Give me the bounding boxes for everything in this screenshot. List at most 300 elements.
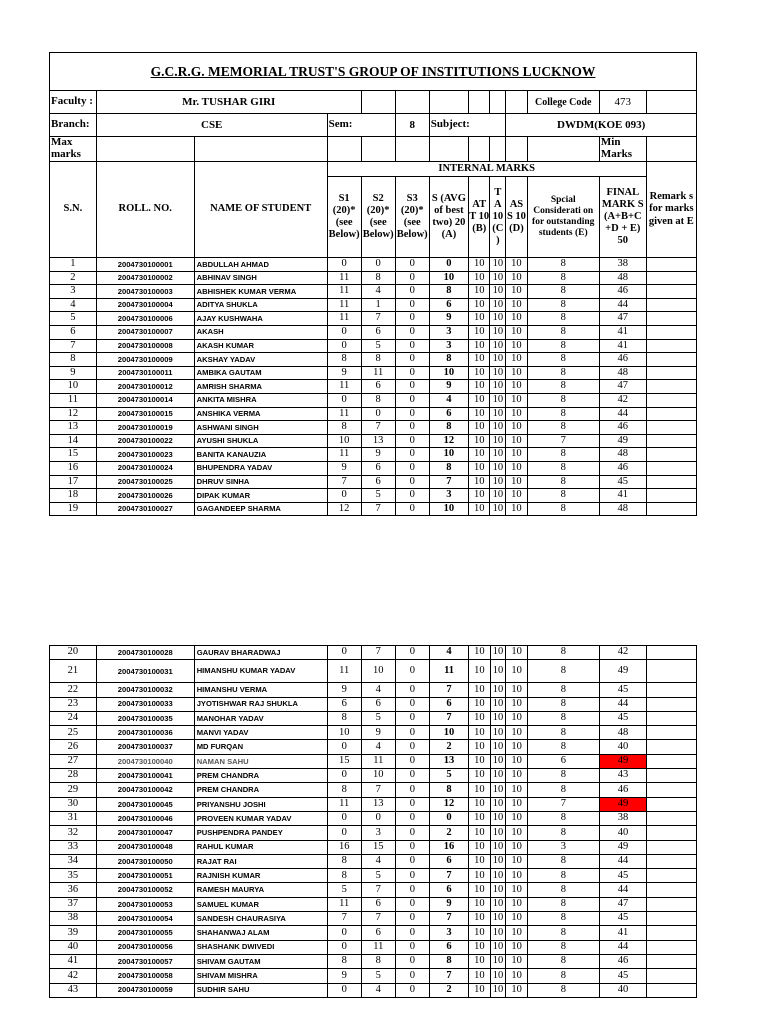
cell-sn: 5 [50, 312, 97, 326]
cell-at: 10 [469, 783, 490, 797]
cell-roll: 2004730100035 [96, 711, 194, 725]
cell-as: 10 [506, 646, 527, 660]
table-row [50, 298, 697, 312]
cell-final: 46 [599, 421, 646, 435]
s1-header: S1 (20)* (see Below) [327, 177, 361, 258]
cell-roll: 2004730100006 [96, 312, 194, 326]
cell-roll: 2004730100026 [96, 489, 194, 503]
cell-as: 10 [506, 897, 527, 911]
cell-final: 40 [600, 740, 647, 754]
college-code-label: College Code [527, 91, 599, 114]
cell-sn: 9 [50, 366, 97, 380]
cell-s2: 6 [361, 697, 395, 711]
cell-remark [646, 954, 696, 968]
cell-avg: 6 [429, 298, 468, 312]
cell-ta: 10 [490, 380, 506, 394]
cell-at: 10 [469, 754, 490, 768]
cell-e: 8 [527, 461, 599, 475]
cell-s1: 0 [327, 646, 361, 660]
cell-name: SHIVAM MISHRA [194, 969, 327, 983]
ass-header: AS S 10 (D) [506, 177, 527, 258]
roll-header: ROLL. NO. [96, 162, 194, 258]
cell-sn: 11 [50, 393, 97, 407]
cell-sn: 42 [50, 969, 97, 983]
cell-name: GAURAV BHARADWAJ [194, 646, 327, 660]
cell-avg: 2 [429, 740, 468, 754]
table-row [50, 475, 697, 489]
cell-roll: 2004730100047 [96, 826, 194, 840]
cell-name: BANITA KANAUZIA [194, 448, 327, 462]
table-row [50, 380, 697, 394]
cell-roll: 2004730100057 [96, 954, 194, 968]
cell-remark [646, 407, 696, 421]
cell-e: 3 [527, 840, 599, 854]
cell-s3: 0 [395, 769, 429, 783]
cell-sn: 28 [50, 769, 97, 783]
cell-avg: 8 [429, 954, 468, 968]
cell-as: 10 [506, 434, 527, 448]
cell-avg: 2 [429, 983, 468, 997]
cell-remark [646, 683, 696, 697]
cell-at: 10 [469, 502, 490, 516]
cell-sn: 36 [50, 883, 97, 897]
cell-as: 10 [506, 380, 527, 394]
cell-s3: 0 [395, 339, 429, 353]
cell-sn: 15 [50, 448, 97, 462]
college-code: 473 [599, 91, 646, 114]
cell-ta: 10 [490, 461, 506, 475]
cell-s3: 0 [395, 258, 429, 272]
cell-s1: 0 [327, 811, 361, 825]
cell-s3: 0 [395, 697, 429, 711]
sem-label: Sem: [327, 114, 395, 137]
cell-as: 10 [506, 783, 527, 797]
cell-s1: 7 [327, 475, 361, 489]
table-row [50, 840, 697, 854]
cell-ta: 10 [490, 407, 506, 421]
cell-s3: 0 [395, 312, 429, 326]
cell-s3: 0 [395, 754, 429, 768]
cell-avg: 9 [429, 380, 468, 394]
cell-sn: 18 [50, 489, 97, 503]
cell-s3: 0 [395, 366, 429, 380]
cell-avg: 9 [429, 312, 468, 326]
cell-name: DHRUV SINHA [194, 475, 327, 489]
cell-s3: 0 [395, 380, 429, 394]
table-row [50, 769, 697, 783]
cell-avg: 16 [429, 840, 468, 854]
table-row [50, 489, 697, 503]
cell-e: 8 [527, 897, 599, 911]
cell-s2: 6 [361, 475, 395, 489]
cell-remark [646, 769, 696, 783]
cell-roll: 2004730100056 [96, 940, 194, 954]
cell-roll: 2004730100058 [96, 969, 194, 983]
cell-s2: 11 [361, 940, 395, 954]
cell-remark [646, 461, 696, 475]
cell-remark [646, 353, 696, 367]
cell-ta: 10 [490, 285, 506, 299]
cell-s2: 8 [361, 954, 395, 968]
cell-name: ANSHIKA VERMA [194, 407, 327, 421]
cell-name: AJAY KUSHWAHA [194, 312, 327, 326]
cell-sn: 23 [50, 697, 97, 711]
cell-name: AKSHAY YADAV [194, 353, 327, 367]
cell-as: 10 [506, 271, 527, 285]
cell-ta: 10 [490, 353, 506, 367]
cell-roll: 2004730100004 [96, 298, 194, 312]
cell-roll: 2004730100015 [96, 407, 194, 421]
cell-roll: 2004730100009 [96, 353, 194, 367]
marks-sheet-table-2 [49, 645, 697, 998]
cell-final: 45 [600, 869, 647, 883]
cell-remark [646, 646, 696, 660]
cell-sn: 31 [50, 811, 97, 825]
cell-name: PREM CHANDRA [194, 783, 327, 797]
cell-at: 10 [469, 271, 490, 285]
cell-sn: 20 [50, 646, 97, 660]
cell-final: 48 [600, 726, 647, 740]
cell-final: 48 [599, 271, 646, 285]
cell-as: 10 [506, 697, 527, 711]
cell-s3: 0 [395, 811, 429, 825]
cell-roll: 2004730100054 [96, 912, 194, 926]
cell-as: 10 [506, 366, 527, 380]
cell-s2: 0 [361, 811, 395, 825]
cell-final: 41 [599, 339, 646, 353]
table-row [50, 258, 697, 272]
cell-name: RAHUL KUMAR [194, 840, 327, 854]
cell-roll: 2004730100023 [96, 448, 194, 462]
cell-at: 10 [469, 448, 490, 462]
cell-s3: 0 [395, 393, 429, 407]
cell-s1: 11 [327, 448, 361, 462]
cell-s3: 0 [395, 940, 429, 954]
cell-sn: 32 [50, 826, 97, 840]
cell-s2: 4 [361, 683, 395, 697]
special-header: Spcial Considerati on for outstanding students (E) [527, 177, 599, 258]
cell-remark [646, 897, 696, 911]
table-row [50, 783, 697, 797]
cell-s2: 7 [361, 783, 395, 797]
cell-s3: 0 [395, 869, 429, 883]
cell-sn: 21 [50, 660, 97, 683]
cell-as: 10 [506, 926, 527, 940]
cell-avg: 8 [429, 353, 468, 367]
cell-at: 10 [469, 421, 490, 435]
cell-s1: 8 [327, 353, 361, 367]
cell-avg: 10 [429, 448, 468, 462]
cell-final: 44 [600, 883, 647, 897]
cell-as: 10 [506, 312, 527, 326]
cell-name: HIMANSHU KUMAR YADAV [194, 660, 327, 683]
cell-s1: 0 [327, 983, 361, 997]
cell-name: ASHWANI SINGH [194, 421, 327, 435]
cell-s3: 0 [395, 912, 429, 926]
table-row [50, 912, 697, 926]
cell-sn: 17 [50, 475, 97, 489]
cell-at: 10 [469, 797, 490, 811]
cell-s1: 0 [327, 940, 361, 954]
cell-sn: 2 [50, 271, 97, 285]
cell-remark [646, 366, 696, 380]
cell-name: RAJNISH KUMAR [194, 869, 327, 883]
cell-e: 8 [527, 285, 599, 299]
cell-s1: 11 [327, 897, 361, 911]
cell-s1: 8 [327, 854, 361, 868]
cell-at: 10 [469, 983, 490, 997]
cell-ta: 10 [490, 325, 506, 339]
s2-header: S2 (20)* (see Below) [361, 177, 395, 258]
table-row [50, 797, 697, 811]
cell-s2: 10 [361, 769, 395, 783]
cell-at: 10 [469, 660, 490, 683]
cell-e: 8 [527, 258, 599, 272]
cell-name: RAJAT RAI [194, 854, 327, 868]
table-row [50, 754, 697, 768]
cell-roll: 2004730100046 [96, 811, 194, 825]
cell-remark [646, 783, 696, 797]
cell-remark [646, 983, 696, 997]
cell-sn: 22 [50, 683, 97, 697]
cell-s1: 9 [327, 461, 361, 475]
cell-avg: 11 [429, 660, 468, 683]
cell-s3: 0 [395, 285, 429, 299]
cell-s3: 0 [395, 711, 429, 725]
cell-avg: 6 [429, 883, 468, 897]
cell-e: 8 [527, 783, 599, 797]
max-marks-label: Max marks [50, 137, 97, 162]
cell-sn: 27 [50, 754, 97, 768]
cell-s2: 6 [361, 897, 395, 911]
cell-at: 10 [469, 769, 490, 783]
cell-roll: 2004730100019 [96, 421, 194, 435]
cell-s3: 0 [395, 983, 429, 997]
cell-s2: 7 [361, 883, 395, 897]
cell-s1: 15 [327, 754, 361, 768]
cell-s3: 0 [395, 489, 429, 503]
faculty-label: Faculty : [50, 91, 97, 114]
cell-at: 10 [469, 954, 490, 968]
cell-remark [646, 726, 696, 740]
table-row [50, 353, 697, 367]
cell-name: SHAHANWAJ ALAM [194, 926, 327, 940]
cell-s3: 0 [395, 660, 429, 683]
cell-e: 8 [527, 969, 599, 983]
cell-s1: 8 [327, 711, 361, 725]
cell-name: PROVEEN KUMAR YADAV [194, 811, 327, 825]
cell-s3: 0 [395, 840, 429, 854]
cell-avg: 4 [429, 393, 468, 407]
cell-as: 10 [506, 811, 527, 825]
cell-as: 10 [506, 883, 527, 897]
cell-avg: 3 [429, 325, 468, 339]
cell-as: 10 [506, 969, 527, 983]
cell-e: 8 [527, 339, 599, 353]
cell-s3: 0 [395, 797, 429, 811]
cell-final: 38 [600, 811, 647, 825]
cell-s3: 0 [395, 421, 429, 435]
cell-s3: 0 [395, 448, 429, 462]
cell-at: 10 [469, 461, 490, 475]
cell-s3: 0 [395, 726, 429, 740]
cell-at: 10 [469, 298, 490, 312]
cell-name: NAMAN SAHU [194, 754, 327, 768]
cell-as: 10 [506, 869, 527, 883]
cell-remark [646, 660, 696, 683]
cell-at: 10 [469, 711, 490, 725]
cell-e: 6 [527, 754, 599, 768]
cell-roll: 2004730100001 [96, 258, 194, 272]
cell-e: 8 [527, 448, 599, 462]
cell-remark [646, 475, 696, 489]
cell-remark [646, 711, 696, 725]
cell-sn: 35 [50, 869, 97, 883]
cell-as: 10 [506, 502, 527, 516]
cell-sn: 41 [50, 954, 97, 968]
cell-at: 10 [469, 926, 490, 940]
cell-final: 38 [599, 258, 646, 272]
cell-as: 10 [506, 461, 527, 475]
cell-name: SANDESH CHAURASIYA [194, 912, 327, 926]
cell-name: AKASH KUMAR [194, 339, 327, 353]
cell-as: 10 [506, 826, 527, 840]
cell-avg: 7 [429, 969, 468, 983]
cell-as: 10 [506, 353, 527, 367]
cell-roll: 2004730100014 [96, 393, 194, 407]
cell-ta: 10 [490, 339, 506, 353]
table-row [50, 897, 697, 911]
cell-remark [646, 421, 696, 435]
cell-roll: 2004730100027 [96, 502, 194, 516]
cell-name: ABHINAV SINGH [194, 271, 327, 285]
cell-e: 7 [527, 797, 599, 811]
cell-at: 10 [469, 325, 490, 339]
cell-roll: 2004730100012 [96, 380, 194, 394]
cell-s3: 0 [395, 740, 429, 754]
cell-sn: 10 [50, 380, 97, 394]
cell-s1: 11 [327, 271, 361, 285]
cell-roll: 2004730100022 [96, 434, 194, 448]
branch-label: Branch: [50, 114, 97, 137]
cell-at: 10 [469, 869, 490, 883]
cell-at: 10 [469, 683, 490, 697]
cell-s1: 0 [327, 393, 361, 407]
cell-s1: 11 [327, 298, 361, 312]
cell-ta: 10 [490, 448, 506, 462]
s3-header: S3 (20)* (see Below) [395, 177, 429, 258]
cell-s2: 13 [361, 434, 395, 448]
cell-ta: 10 [490, 393, 506, 407]
cell-roll: 2004730100003 [96, 285, 194, 299]
cell-final: 44 [600, 854, 647, 868]
table-row [50, 940, 697, 954]
cell-e: 8 [527, 407, 599, 421]
cell-at: 10 [469, 393, 490, 407]
cell-e: 8 [527, 726, 599, 740]
att-header: AT T 10 (B) [469, 177, 490, 258]
cell-as: 10 [506, 339, 527, 353]
cell-ta: 10 [490, 646, 506, 660]
cell-ta: 10 [490, 912, 506, 926]
avg-header: S (AVG of best two) 20 (A) [429, 177, 468, 258]
cell-e: 8 [527, 697, 599, 711]
cell-avg: 7 [429, 683, 468, 697]
cell-at: 10 [469, 366, 490, 380]
cell-sn: 25 [50, 726, 97, 740]
cell-as: 10 [506, 840, 527, 854]
cell-name: SAMUEL KUMAR [194, 897, 327, 911]
cell-sn: 16 [50, 461, 97, 475]
cell-e: 8 [527, 380, 599, 394]
cell-final: 45 [599, 475, 646, 489]
table-row [50, 854, 697, 868]
cell-as: 10 [506, 854, 527, 868]
cell-s3: 0 [395, 926, 429, 940]
cell-ta: 10 [490, 489, 506, 503]
cell-e: 8 [527, 926, 599, 940]
table-row [50, 448, 697, 462]
cell-e: 8 [527, 940, 599, 954]
cell-remark [646, 883, 696, 897]
cell-final: 40 [600, 826, 647, 840]
final-header: FINAL MARK S (A+B+C +D + E) 50 [599, 177, 646, 258]
cell-final: 48 [599, 448, 646, 462]
cell-avg: 13 [429, 754, 468, 768]
cell-e: 8 [527, 298, 599, 312]
cell-name: JYOTISHWAR RAJ SHUKLA [194, 697, 327, 711]
branch-value: CSE [96, 114, 327, 137]
cell-s1: 0 [327, 258, 361, 272]
cell-s1: 0 [327, 826, 361, 840]
table-row [50, 421, 697, 435]
cell-final: 40 [600, 983, 647, 997]
remarks-header: Remark s for marks given at E [646, 162, 696, 258]
cell-ta: 10 [490, 840, 506, 854]
cell-final: 46 [599, 461, 646, 475]
cell-remark [646, 826, 696, 840]
cell-at: 10 [469, 883, 490, 897]
cell-final: 45 [600, 683, 647, 697]
cell-avg: 12 [429, 434, 468, 448]
cell-remark [646, 434, 696, 448]
table-row [50, 726, 697, 740]
cell-remark [646, 258, 696, 272]
cell-ta: 10 [490, 926, 506, 940]
cell-roll: 2004730100052 [96, 883, 194, 897]
cell-at: 10 [469, 489, 490, 503]
cell-remark [646, 926, 696, 940]
cell-ta: 10 [490, 854, 506, 868]
cell-s2: 4 [361, 740, 395, 754]
cell-roll: 2004730100055 [96, 926, 194, 940]
cell-as: 10 [506, 797, 527, 811]
cell-name: MANOHAR YADAV [194, 711, 327, 725]
cell-sn: 14 [50, 434, 97, 448]
table-row [50, 969, 697, 983]
cell-ta: 10 [490, 271, 506, 285]
cell-at: 10 [469, 826, 490, 840]
cell-name: AYUSHI SHUKLA [194, 434, 327, 448]
cell-sn: 39 [50, 926, 97, 940]
marks-sheet-table-1 [49, 52, 697, 516]
min-marks-label: Min Marks [599, 137, 646, 162]
cell-ta: 10 [490, 312, 506, 326]
cell-avg: 7 [429, 869, 468, 883]
cell-s2: 8 [361, 353, 395, 367]
cell-ta: 10 [490, 883, 506, 897]
cell-s2: 5 [361, 339, 395, 353]
